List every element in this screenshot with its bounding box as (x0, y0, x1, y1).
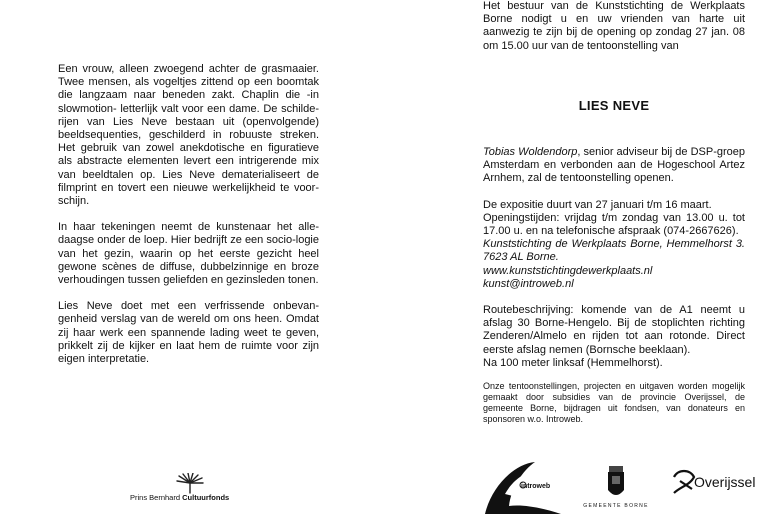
sponsors-text: Onze tentoonstellingen, projecten en uitgaven worden mogelijk gemaakt door subsidies van de provincie Overijssel, de gemeente Borne, bijdragen uit fondsen, van donateurs en sponsoren w.o. Introweb. (483, 381, 745, 425)
prins-bernhard-logo (130, 473, 250, 507)
website-link[interactable]: www.kunststichtingdewerkplaats.nl (483, 264, 653, 277)
prins-bernhard-text: Prins Bernhard Cultuurfonds (130, 493, 230, 502)
paragraph-closing: Lies Neve doet met een verfrissende onbevan-genheid verslag van de wereld om ons heen. Omdat zij haar werk een spannende lading weet te geven, prikkelt zij de kijker en laat hem de ruimte voor zijn eigen interpretatie. (58, 300, 319, 366)
paragraph-intro: Een vrouw, alleen zwoegend achter de grasmaaier. Twee mensen, als vogeltjes zittend op een boomtak die langzaam naar beneden zakt. Chaplin die -in slowmotion- letterlijk valt voor een dame. De schilde-rijen van Lies Neve bestaan uit (openvolgende) beeldsequenties, geschilderd in robuuste streken. Het gebruik van zowel anekdotische en figuratieve als abstracte elementen levert een intrigerende mix van beeldtalen op. Lies Neve dematerialiseert de filmprint en tovert een nieuwe werkelijkheid te voor-schijn. (58, 63, 319, 208)
opener-description: , senior adviseur bij de DSP-groep Amsterdam en verbonden aan de Hogeschool Artez Arnhem, zal de tentoonstelling openen. (483, 146, 745, 185)
exhibition-duration: De expositie duurt van 27 januari t/m 16 maart. (483, 198, 712, 211)
email-link[interactable]: kunst@introweb.nl (483, 277, 574, 290)
exhibition-title: LIES NEVE (578, 97, 650, 113)
route-end: Na 100 meter linksaf (Hemmelhorst). (483, 356, 663, 369)
address: Kunststichting de Werkplaats Borne, Hemmelhorst 3. 7623 AL Borne. (483, 238, 745, 264)
flower-icon (130, 473, 250, 495)
coat-of-arms-icon (582, 466, 650, 502)
route-description: Routebeschrijving: komende van de A1 neemt u afslag 30 Borne-Hengelo. Bij de stoplichten richting Zenderen/Almelo en rijden tot aan rotonde. Direct eerste afslag nemen (Bornsche beeklaan). (483, 304, 745, 356)
opener-text (483, 146, 745, 186)
opener-name: Tobias Woldendorp (483, 146, 578, 159)
overijssel-logo (670, 465, 756, 505)
left-column (58, 63, 319, 366)
right-column (483, 0, 745, 425)
invitation-text: Het bestuur van de Kunststichting de Werkplaats Borne nodigt u en uw vrienden van harte uit aanwezig te zijn bij de opening op zondag 27 jan. 08 om 15.00 uur van de tentoonstelling van (483, 0, 745, 52)
gemeente-borne-logo (582, 466, 650, 514)
overijssel-text: Overijssel (694, 474, 756, 490)
introweb-text: introweb (521, 483, 551, 490)
introweb-swoosh-icon (483, 458, 563, 516)
gemeente-borne-text: GEMEENTE BORNE (583, 503, 649, 509)
paragraph-drawings: In haar tekeningen neemt de kunstenaar het alle-daagse onder de loep. Hier bedrijft ze een socio-logie van het gezin, waarin op het eerste gezicht heel gewone scènes de diffuse, dubbelzinnige en broze verhoudingen tussen geliefden en gezinsleden tonen. (58, 221, 319, 287)
introweb-logo (483, 458, 563, 516)
opening-hours: Openingstijden: vrijdag t/m zondag van 13.00 u. tot 17.00 u. en na telefonische afspraak (074-2667626). (483, 211, 745, 238)
